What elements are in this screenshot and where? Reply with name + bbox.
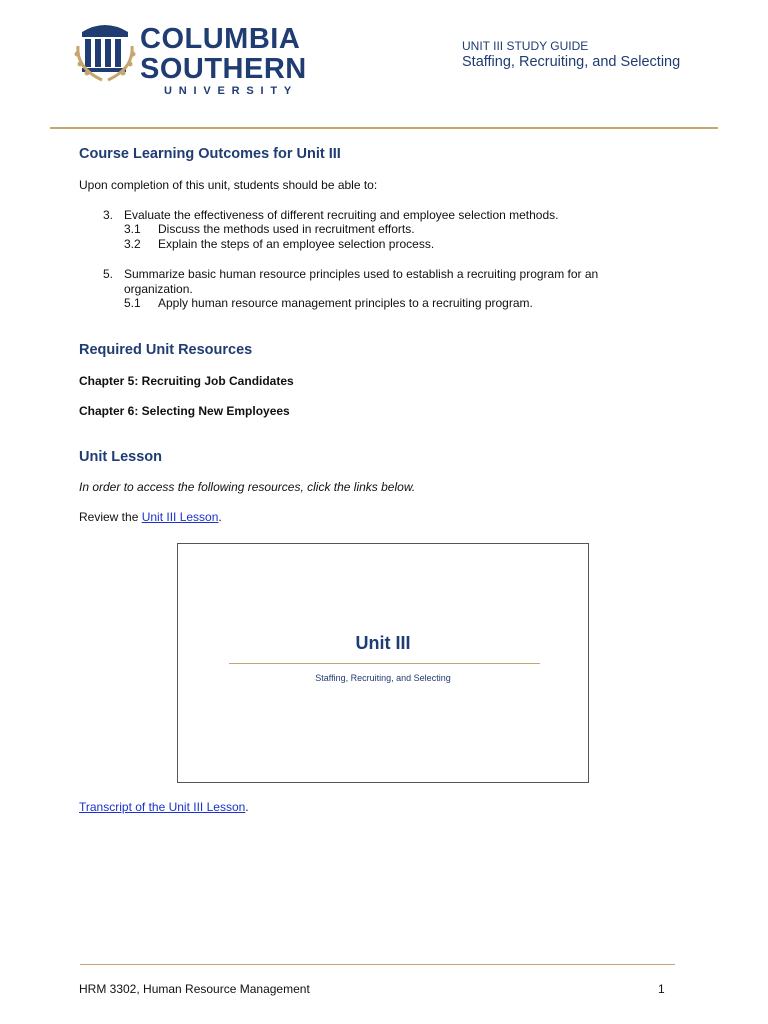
review-line [79, 510, 222, 525]
outcome-text: Evaluate the effectiveness of different recruiting and employee selection methods. [124, 208, 559, 222]
page-number: 1 [658, 982, 665, 996]
sub-outcome-text: Explain the steps of an employee selection process. [158, 237, 435, 251]
review-prefix: Review the [79, 510, 142, 524]
slide-subtitle: Staffing, Recruiting, and Selecting [315, 673, 451, 683]
slide-divider [229, 663, 540, 664]
lesson-heading: Unit Lesson [79, 449, 162, 465]
review-suffix: . [218, 510, 222, 524]
resources-heading: Required Unit Resources [79, 342, 253, 358]
sub-outcome-number: 3.2 [124, 237, 141, 251]
slide-title: Unit III [355, 633, 411, 653]
chapter-item: Chapter 5: Recruiting Job Candidates [79, 374, 294, 388]
header-title: Staffing, Recruiting, and Selecting [462, 54, 681, 70]
footer-course: HRM 3302, Human Resource Management [79, 982, 310, 996]
university-logo [72, 18, 322, 100]
lesson-slide-thumbnail[interactable] [177, 543, 589, 783]
logo-text-columbia: COLUMBIA [140, 23, 301, 55]
sub-outcome-number: 5.1 [124, 296, 141, 310]
footer-divider [80, 964, 675, 965]
outcomes-intro: Upon completion of this unit, students should be able to: [79, 178, 378, 192]
header-divider [50, 127, 718, 129]
outcome-text-continued: organization. [124, 282, 193, 296]
sub-outcome-number: 3.1 [124, 222, 141, 236]
outcome-text: Summarize basic human resource principles used to establish a recruiting program for an [124, 267, 599, 281]
transcript-suffix: . [245, 800, 249, 814]
chapter-item: Chapter 6: Selecting New Employees [79, 404, 290, 418]
logo-text-university: UNIVERSITY [164, 85, 299, 97]
sub-outcome-text: Apply human resource management principles to a recruiting program. [158, 296, 533, 310]
outcome-number: 3. [103, 208, 114, 222]
logo-text-southern: SOUTHERN [140, 53, 307, 85]
study-guide-label: UNIT III STUDY GUIDE [462, 39, 589, 53]
columns-laurel-icon [72, 18, 138, 84]
sub-outcome-text: Discuss the methods used in recruitment efforts. [158, 222, 415, 236]
transcript-line [79, 800, 249, 815]
transcript-link[interactable]: Transcript of the Unit III Lesson [79, 800, 246, 814]
lesson-instruction: In order to access the following resources, click the links below. [79, 480, 416, 494]
outcome-number: 5. [103, 267, 114, 281]
outcomes-heading: Course Learning Outcomes for Unit III [79, 146, 341, 162]
unit-lesson-link[interactable]: Unit III Lesson [141, 510, 219, 524]
